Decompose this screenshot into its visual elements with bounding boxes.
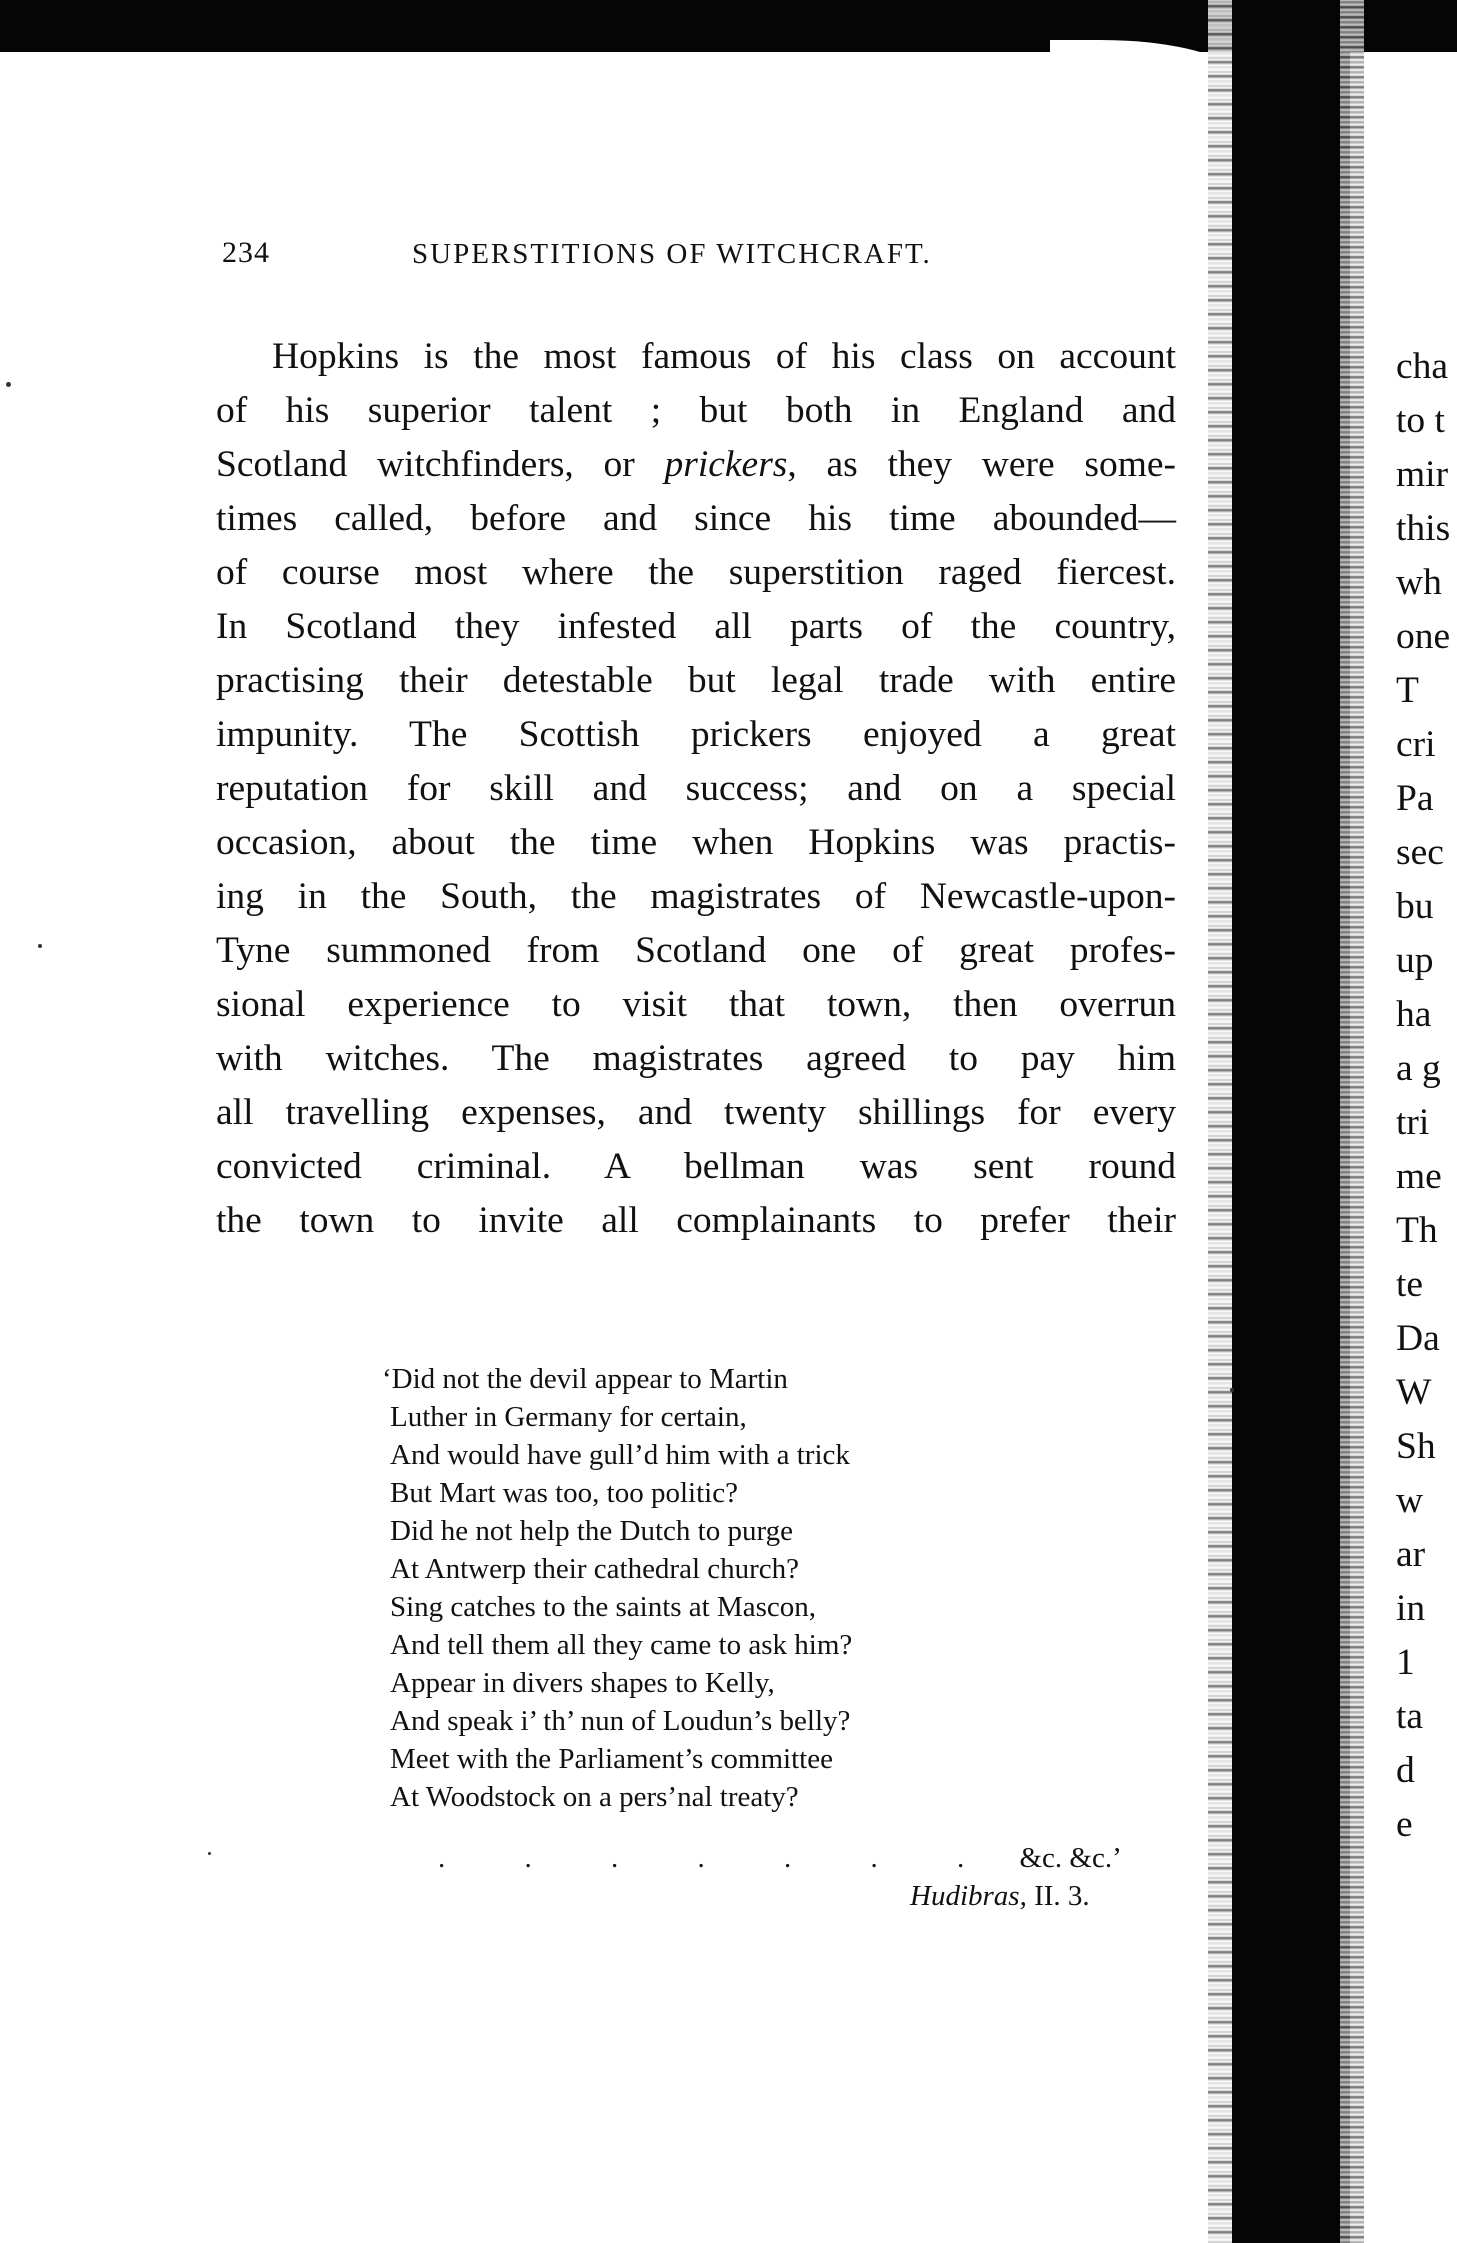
facing-page-line: in xyxy=(1396,1588,1426,1629)
running-head xyxy=(222,236,1052,276)
binding-gutter-lower xyxy=(1248,1530,1308,2243)
verse-line: And would have gull’d him with a trick xyxy=(390,1439,850,1471)
facing-page-line: T xyxy=(1396,670,1419,711)
verse-line: Did he not help the Dutch to purge xyxy=(390,1515,793,1547)
facing-page-line: cri xyxy=(1396,724,1436,765)
facing-page-line: ar xyxy=(1396,1534,1426,1575)
verse-line: ‘Did not the devil appear to Martin xyxy=(382,1363,788,1395)
facing-page-line: w xyxy=(1396,1480,1424,1521)
verse-line: At Woodstock on a pers’nal treaty? xyxy=(390,1781,799,1813)
body-line: occasion, about the time when Hopkins was practis- xyxy=(216,822,1176,863)
verse-line: And tell them all they came to ask him? xyxy=(390,1629,853,1661)
facing-page-line: tri xyxy=(1396,1102,1430,1143)
body-line: Tyne summoned from Scotland one of great profes- xyxy=(216,930,1176,971)
scan-speck xyxy=(208,1852,211,1855)
facing-page-line: ha xyxy=(1396,994,1432,1035)
body-line: of his superior talent ; but both in England and xyxy=(216,390,1176,431)
running-title: SUPERSTITIONS OF WITCHCRAFT. xyxy=(412,238,932,270)
facing-page-line: wh xyxy=(1396,562,1442,603)
body-line-part: Scotland witchfinders, or xyxy=(216,444,665,485)
scan-speck xyxy=(1230,1388,1234,1392)
facing-page-line: to t xyxy=(1396,400,1445,441)
body-line-part: , as they were some- xyxy=(787,444,1176,485)
facing-page-line: this xyxy=(1396,508,1451,549)
body-line: convicted criminal. A bellman was sent round xyxy=(216,1146,1176,1187)
facing-page-line: bu xyxy=(1396,886,1434,927)
verse-line: Sing catches to the saints at Mascon, xyxy=(390,1591,817,1623)
facing-page-line: Pa xyxy=(1396,778,1434,819)
facing-page-line: e xyxy=(1396,1804,1413,1845)
verse-line: Appear in divers shapes to Kelly, xyxy=(390,1667,775,1699)
facing-page-line: W xyxy=(1396,1372,1432,1413)
binding-edge-right xyxy=(1340,0,1364,2243)
body-line-with-italic xyxy=(216,438,1176,492)
verse-line: But Mart was too, too politic? xyxy=(390,1477,738,1509)
facing-page-line: Th xyxy=(1396,1210,1438,1251)
body-line: the town to invite all complainants to prefer their xyxy=(216,1200,1176,1241)
facing-page-line: a g xyxy=(1396,1048,1441,1089)
facing-page-line: one xyxy=(1396,616,1451,657)
citation-reference: II. 3. xyxy=(1034,1880,1090,1912)
body-line: reputation for skill and success; and on a special xyxy=(216,768,1176,809)
verse-ellipsis xyxy=(438,1842,1122,1875)
facing-page-line: sec xyxy=(1396,832,1444,873)
facing-page-line: ta xyxy=(1396,1696,1424,1737)
italic-term: prickers xyxy=(664,444,788,485)
verse-line: Luther in Germany for certain, xyxy=(390,1401,747,1433)
facing-page-line: Da xyxy=(1396,1318,1440,1359)
body-line: In Scotland they infested all parts of the country, xyxy=(216,606,1176,647)
body-line: ing in the South, the magistrates of Newcastle-upon- xyxy=(216,876,1176,917)
footnote-verse xyxy=(382,1360,1150,1816)
scan-speck xyxy=(6,382,11,387)
body-line: all travelling expenses, and twenty shillings for every xyxy=(216,1092,1176,1133)
verse-line: Meet with the Parliament’s committee xyxy=(390,1743,833,1775)
facing-page-line: 1 xyxy=(1396,1642,1415,1683)
verse-line: And speak i’ th’ nun of Loudun’s belly? xyxy=(390,1705,851,1737)
facing-page-line: te xyxy=(1396,1264,1424,1305)
facing-page-line: mir xyxy=(1396,454,1449,495)
body-line: impunity. The Scottish prickers enjoyed a great xyxy=(216,714,1176,755)
facing-page-fragment xyxy=(1396,340,1457,1852)
facing-page-line: me xyxy=(1396,1156,1442,1197)
facing-page-line: d xyxy=(1396,1750,1415,1791)
body-line: sional experience to visit that town, then overrun xyxy=(216,984,1176,1025)
verse-line: At Antwerp their cathedral church? xyxy=(390,1553,800,1585)
page-number: 234 xyxy=(222,236,270,269)
body-line: with witches. The magistrates agreed to pay him xyxy=(216,1038,1176,1079)
citation-work: Hudibras, xyxy=(910,1880,1027,1912)
scan-speck xyxy=(38,944,42,948)
body-line: practising their detestable but legal trade with entire xyxy=(216,660,1176,701)
body-line: times called, before and since his time abounded— xyxy=(216,498,1176,539)
et-cetera: &c. &c.’ xyxy=(1019,1842,1122,1874)
body-line: of course most where the superstition raged fiercest. xyxy=(216,552,1176,593)
facing-page-line: Sh xyxy=(1396,1426,1436,1467)
facing-page-line: cha xyxy=(1396,346,1449,387)
verse-citation xyxy=(910,1880,1090,1913)
body-line: Hopkins is the most famous of his class on account xyxy=(272,336,1176,377)
ellipsis-dots: . . . . . . . xyxy=(438,1842,1001,1874)
facing-page-line: up xyxy=(1396,940,1434,981)
